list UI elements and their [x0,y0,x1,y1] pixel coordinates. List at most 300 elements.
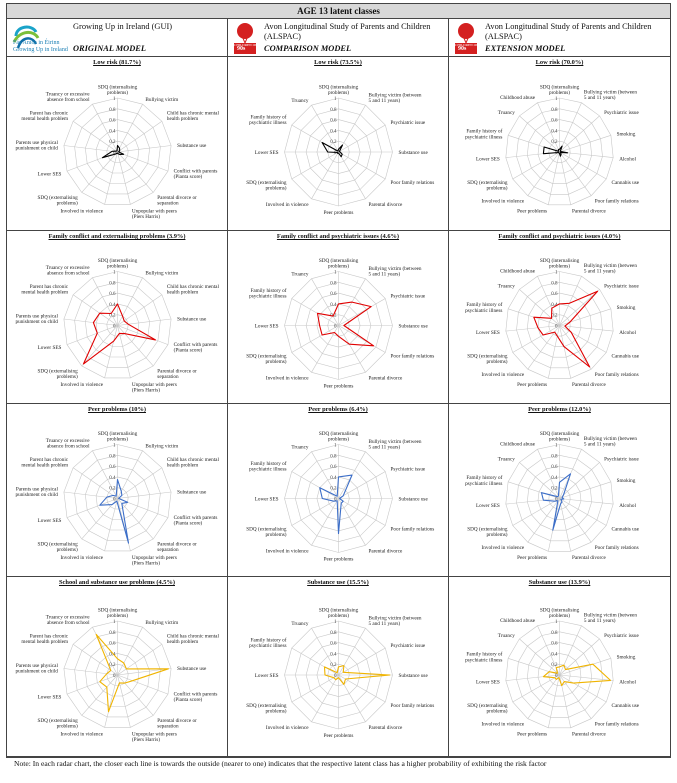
radar-axis-label: Bullying victim (between 5 and 11 years) [368,438,422,451]
radar-tick-label: 0 [334,674,337,679]
radar-axis-label: SDQ (externalising problems) [246,353,287,366]
radar-axis-label: Psychiatric issue [390,643,426,649]
radar-spoke [105,499,118,551]
radar-tick-label: 0.4 [330,129,337,135]
radar-axis-label: Parents use physical punishment on child [15,313,58,326]
radar-chart-cell [7,231,228,404]
radar-axis-label: Involved in violence [60,731,104,738]
radar-axis-label: Peer problems [323,556,354,563]
radar-axis-label: Parental divorce [368,375,403,382]
radar-axis-label: Family history of psychiatric illness [465,651,503,664]
radar-spoke [105,675,118,727]
radar-spoke [118,499,154,539]
radar-axis-label: Substance use [398,673,428,679]
radar-tick-label: 0.4 [551,302,558,308]
radar-axis-label: SDQ (externalising problems) [37,368,78,380]
radar-axis-label: Peer problems [323,383,354,390]
radar-tick-label: 0.6 [330,118,337,124]
radar-axis-label: Involved in violence [60,208,104,215]
radar-axis-label: SDQ (externalising problems) [246,180,287,192]
radar-tick-label: 0.8 [109,281,116,287]
radar-tick-label: 0.6 [330,465,337,471]
radar-axis-label: Substance use [177,489,207,496]
radar-axis-label: Involved in violence [265,375,309,382]
radar-axis-label: Psychiatric issue [604,632,639,639]
column-header-alspac-comparison [228,19,449,57]
radar-tick-label: 0.2 [551,663,558,669]
radar-spoke [560,462,600,498]
radar-tick-label: 0.4 [551,475,558,481]
radar-axis-label: Family history of psychiatric illness [249,114,287,126]
logo-caption: CHILDREN OF THE [455,43,486,47]
radar-axis-label: Conflict with parents (Pianta score) [173,342,218,354]
radar-axis-label: Alcohol [619,329,636,336]
radar-tick-label: 0.4 [330,302,337,308]
radar-axis-label: Truancy [291,271,309,278]
radar-axis-label: SDQ (internalising problems) [97,430,138,443]
radar-axis-label: Family history of psychiatric illness [249,287,287,300]
gui-logo-text-en: Growing Up in Ireland [13,47,68,53]
radar-axis-label: SDQ (internalising problems) [318,84,359,96]
radar-axis-label: Bullying victim [145,443,179,450]
radar-axis-label: Lower SES [254,496,279,503]
radar-axis-label: SDQ (externalising problems) [467,526,508,539]
radar-tick-label: 0.8 [109,454,116,460]
radar-spoke [67,326,118,345]
radar-spoke [560,103,582,152]
radar-spoke [560,658,611,675]
radar-axis-label: Truancy [497,109,515,116]
column-header-gui [7,19,228,57]
radar-axis-label: Parents use physical punishment on child [15,140,58,152]
radar-tick-label: 0.2 [330,663,337,669]
radar-spoke [67,499,118,518]
radar-tick-label: 1 [555,270,558,276]
radar-axis-label: Childhood abuse [500,95,536,102]
radar-tick-label: 1 [113,270,116,276]
radar-axis-label: Peer problems [517,382,547,389]
radar-axis-label: Lower SES [37,171,62,178]
radar-tick-label: 0.6 [551,641,558,647]
radar-axis-label: Parent has chronic mental health problem [21,110,69,122]
radar-axis-label: Bullying victim [145,619,179,626]
radar-chart-cell [7,57,228,231]
radar-chart-cell [228,577,449,757]
radar-tick-label: 1 [334,443,337,449]
radar-chart-svg [449,57,670,231]
radar-axis-label: Parents use physical punishment on child [15,663,58,675]
radar-spoke [67,675,118,694]
radar-axis-label: Conflict with parents (Pianta score) [173,168,218,181]
radar-spoke [118,675,154,715]
radar-tick-label: 0 [334,497,337,503]
radar-axis-label: Bullying victim (between 5 and 11 years) [368,92,422,104]
radar-chart-title: Family conflict and psychiatric issues (4.0%) [498,233,621,240]
radar-axis-label: Parental divorce [572,555,606,562]
radar-tick-label: 0.6 [109,465,116,471]
radar-axis-label: Poor family relations [390,526,435,533]
radar-spoke [82,675,118,715]
radar-chart-title: Peer problems (10%) [88,406,146,413]
radar-axis-label: SDQ (externalising problems) [37,541,78,553]
radar-axis-label: Truancy [291,621,309,627]
radar-axis-label: Unpopular with peers (Piers Harris) [131,731,177,743]
radar-axis-label: Psychiatric issue [390,293,426,300]
radar-tick-label: 0 [334,151,337,156]
radar-axis-label: Childhood abuse [500,441,536,448]
radar-tick-label: 0.4 [330,652,337,658]
radar-axis-label: Family history of psychiatric illness [465,128,503,141]
radar-axis-label: Bullying victim (between 5 and 11 years) [583,263,637,275]
radar-tick-label: 1 [334,270,337,276]
radar-spoke [118,104,143,152]
radar-spoke [105,152,118,204]
radar-spoke [118,152,131,204]
radar-axis-label: Lower SES [254,323,279,330]
radar-spoke [118,152,169,171]
radar-tick-label: 0.8 [551,454,558,460]
radar-axis-label: SDQ (externalising problems) [246,703,287,715]
radar-tick-label: 0.8 [551,281,558,287]
radar-spoke [118,152,154,192]
radar-axis-label: Truancy [497,283,515,290]
radar-spoke [82,326,118,366]
radar-axis-label: Psychiatric issue [390,120,426,126]
radar-tick-label: 0.2 [109,663,116,669]
radar-chart-title: Peer problems (6.4%) [308,406,368,413]
radar-axis-label: Bullying victim (between 5 and 11 years) [583,612,637,625]
radar-axis-label: Lower SES [476,156,500,163]
radar-tick-label: 1 [113,97,116,102]
radar-axis-label: Bullying victim [145,96,179,103]
logo-90s: 90s [237,46,246,52]
radar-chart-cell [228,231,449,404]
radar-tick-label: 0.4 [109,475,116,481]
radar-spoke [560,309,611,326]
radar-chart-svg [449,577,670,757]
radar-chart-svg [7,231,228,404]
radar-axis-label: SDQ (internalising problems) [539,430,580,443]
radar-axis-label: Parental divorce [572,382,606,389]
radar-chart-cell [228,57,449,231]
radar-axis-label: Family history of psychiatric illness [249,460,287,473]
radar-axis-label: Conflict with parents (Pianta score) [173,515,218,527]
radar-tick-label: 0 [555,324,558,330]
radar-tick-label: 0 [113,151,116,156]
radar-tick-label: 0.6 [551,292,558,298]
radar-tick-label: 0.2 [330,486,337,492]
radar-tick-label: 0.2 [551,313,558,319]
radar-tick-label: 0.8 [330,630,337,636]
radar-chart-svg [7,57,228,231]
radar-tick-label: 0 [555,674,558,679]
radar-chart-svg [7,404,228,577]
radar-chart-title: Peer problems (12.0%) [528,406,591,413]
radar-axis-label: Parental divorce [368,725,403,731]
radar-chart-title: Substance use (15.5%) [307,579,369,586]
radar-axis-label: Child has chronic mental health problem [166,110,219,122]
radar-axis-label: Smoking [616,654,636,661]
radar-axis-label: Smoking [616,131,636,138]
radar-axis-label: Peer problems [323,733,354,739]
radar-axis-label: Truancy or excessive absence from school [45,264,90,277]
radar-axis-label: Involved in violence [265,202,309,208]
latent-class-figure [6,3,671,758]
radar-axis-label: SDQ (internalising problems) [97,84,138,96]
radar-axis-label: Bullying victim (between 5 and 11 years) [583,436,637,448]
radar-axis-label: Psychiatric issue [604,456,639,463]
radar-tick-label: 0.2 [330,140,337,146]
radar-axis-label: Unpopular with peers (Piers Harris) [131,381,177,394]
radar-spoke [118,326,154,366]
radar-axis-label: Bullying victim [145,270,179,277]
radar-axis-label: Truancy [497,632,515,639]
radar-axis-label: Poor family relations [594,198,639,205]
radar-axis-label: Parental divorce [572,208,606,215]
radar-chart-cell [449,231,670,404]
radar-axis-label: Involved in violence [60,381,104,388]
radar-axis-label: SDQ (externalising problems) [37,194,78,207]
radar-axis-label: Parental divorce [572,731,606,738]
radar-tick-label: 1 [113,620,116,625]
radar-axis-label: Peer problems [517,208,547,215]
radar-axis-label: Cannabis use [611,703,640,709]
radar-tick-label: 0 [555,497,558,503]
radar-axis-label: SDQ (internalising problems) [318,430,359,443]
radar-tick-label: 0.6 [330,292,337,298]
radar-tick-label: 0.6 [109,118,116,124]
radar-axis-label: Parental divorce or separation [157,368,197,380]
radar-tick-label: 0.6 [109,292,116,298]
radar-axis-label: Alcohol [619,502,636,509]
radar-axis-label: Child has chronic mental health problem [166,456,219,469]
radar-axis-label: Parent has chronic mental health problem [21,633,69,645]
radar-chart-cell [7,577,228,757]
radar-axis-label: Parental divorce or separation [157,194,197,207]
radar-tick-label: 0.8 [109,107,116,113]
radar-spoke [82,152,118,192]
radar-axis-label: Truancy or excessive absence from school [45,437,90,450]
radar-chart-title: School and substance use problems (4.5%) [59,579,175,586]
radar-tick-label: 0.2 [551,486,558,492]
radar-tick-label: 0.4 [109,302,116,308]
radar-axis-label: SDQ (externalising problems) [246,526,287,539]
radar-tick-label: 1 [334,620,337,625]
radar-tick-label: 0.4 [551,129,558,135]
radar-axis-label: Poor family relations [390,353,435,360]
radar-axis-label: Smoking [616,305,636,311]
radar-tick-label: 0.2 [551,140,558,146]
radar-axis-label: Parental divorce [368,548,403,555]
radar-chart-cell [449,404,670,577]
radar-axis-label: Involved in violence [481,372,525,378]
radar-chart-cell [228,404,449,577]
radar-axis-label: Family history of psychiatric illness [465,302,503,314]
radar-tick-label: 0.2 [109,140,116,146]
column-header-alspac-extension [449,19,670,57]
radar-spoke [118,627,143,675]
radar-axis-label: Lower SES [254,150,279,156]
radar-axis-label: Poor family relations [594,372,639,378]
radar-axis-label: Child has chronic mental health problem [166,283,219,296]
radar-axis-label: SDQ (externalising problems) [467,180,508,192]
radar-axis-label: Involved in violence [60,554,104,561]
radar-axis-label: Cannabis use [611,353,640,360]
radar-tick-label: 1 [555,97,558,102]
radar-axis-label: Truancy [497,456,515,463]
radar-axis-label: SDQ (internalising problems) [318,257,359,270]
radar-tick-label: 0.4 [109,652,116,658]
radar-chart-svg [228,577,449,757]
radar-tick-label: 0.2 [109,486,116,492]
radar-chart-svg [449,231,670,404]
radar-axis-label: Unpopular with peers (Piers Harris) [131,208,177,220]
radar-tick-label: 0.4 [330,475,337,481]
radar-axis-label: Parent has chronic mental health problem [21,456,69,469]
radar-axis-label: Substance use [398,323,428,330]
radar-axis-label: Parent has chronic mental health problem [21,283,69,296]
radar-axis-label: Lower SES [476,502,500,509]
radar-axis-label: SDQ (externalising problems) [37,717,78,730]
radar-series-line [84,304,156,364]
radar-axis-label: Poor family relations [594,545,639,551]
radar-chart-title: Low risk (81.7%) [93,59,141,66]
radar-axis-label: Child has chronic mental health problem [166,633,219,645]
radar-axis-label: SDQ (internalising problems) [97,257,138,270]
radar-axis-label: Involved in violence [481,721,525,728]
radar-tick-label: 1 [113,443,116,449]
radar-axis-label: Lower SES [476,329,500,336]
radar-axis-label: Cannabis use [611,180,640,186]
radar-axis-label: Lower SES [37,517,62,524]
radar-tick-label: 1 [555,620,558,625]
radar-chart-title: Substance use (13.9%) [528,579,591,586]
radar-tick-label: 0.6 [551,118,558,124]
radar-chart-cell [449,577,670,757]
radar-axis-label: SDQ (externalising problems) [467,703,508,715]
radar-chart-title: Family conflict and psychiatric issues (4.6%) [276,233,400,240]
figure-title: AGE 13 latent classes [7,4,670,19]
radar-tick-label: 0 [113,497,116,503]
radar-chart-svg [228,57,449,231]
radar-axis-label: Involved in violence [481,545,525,551]
radar-axis-label: Family history of psychiatric illness [249,637,287,649]
column-title: Growing Up in Ireland (GUI) [73,22,173,31]
radar-spoke [560,289,600,325]
radar-tick-label: 0.4 [551,652,558,658]
model-label: EXTENSION MODEL [485,44,566,53]
radar-spoke [67,152,118,171]
radar-axis-label: Conflict with parents (Pianta score) [173,691,218,704]
radar-tick-label: 0.8 [330,107,337,113]
radar-tick-label: 0.6 [551,465,558,471]
radar-chart-title: Family conflict and externalising problems (3.9%) [48,233,186,240]
radar-axis-label: Peer problems [517,555,547,562]
radar-tick-label: 0.6 [109,641,116,647]
radar-axis-label: Bullying victim (between 5 and 11 years) [368,265,422,278]
gui-logo-text: Fás Aníos in Éirinn [13,40,60,46]
radar-axis-label: Alcohol [619,679,636,686]
radar-axis-label: Poor family relations [390,703,435,709]
radar-axis-label: Involved in violence [265,548,309,555]
radar-axis-label: Truancy [291,98,309,104]
logo-90s: 90s [458,46,467,52]
radar-axis-label: Lower SES [254,673,279,679]
radar-axis-label: Poor family relations [594,721,639,728]
radar-tick-label: 1 [334,97,337,102]
radar-axis-label: Psychiatric issue [604,109,639,116]
radar-tick-label: 0.4 [109,129,116,135]
radar-tick-label: 0 [555,151,558,156]
radar-axis-label: Peer problems [323,210,354,216]
radar-axis-label: Alcohol [619,156,636,163]
radar-axis-label: SDQ (internalising problems) [539,607,580,619]
radar-axis-label: Parental divorce [368,202,403,208]
radar-axis-label: Truancy [291,444,309,451]
column-title: Avon Longitudinal Study of Parents and Children (ALSPAC) [485,22,652,41]
radar-spoke [560,135,611,152]
radar-tick-label: 0 [113,324,116,330]
radar-axis-label: Substance use [398,496,428,503]
radar-axis-label: Substance use [398,150,428,156]
radar-spoke [560,276,582,325]
radar-axis-label: Childhood abuse [500,268,536,275]
radar-tick-label: 0.8 [330,454,337,460]
radar-axis-label: Substance use [177,316,207,323]
radar-tick-label: 0.2 [330,313,337,319]
radar-axis-label: SDQ (internalising problems) [539,257,580,270]
model-label: COMPARISON MODEL [264,44,352,53]
radar-axis-label: Psychiatric issue [604,283,639,290]
radar-chart-title: Low risk (73.5%) [314,59,362,66]
radar-axis-label: Lower SES [37,694,62,701]
model-label: ORIGINAL MODEL [73,44,146,53]
radar-axis-label: Lower SES [37,344,62,351]
radar-axis-label: SDQ (internalising problems) [539,84,580,96]
radar-axis-label: SDQ (externalising problems) [467,353,508,366]
radar-axis-label: Substance use [177,142,207,149]
radar-axis-label: Family history of psychiatric illness [465,475,503,487]
radar-chart-cell [449,57,670,231]
radar-axis-label: Truancy or excessive absence from school [45,614,90,626]
radar-chart-svg [7,577,228,757]
radar-tick-label: 0 [334,324,337,330]
radar-tick-label: 0.8 [551,630,558,636]
radar-axis-label: Cannabis use [611,526,640,533]
radar-axis-label: SDQ (internalising problems) [318,607,359,619]
radar-axis-label: Poor family relations [390,180,435,186]
radar-axis-label: Parental divorce or separation [157,717,197,730]
radar-axis-label: Bullying victim (between 5 and 11 years) [583,89,637,102]
radar-tick-label: 0.8 [551,107,558,113]
radar-axis-label: Parents use physical punishment on child [15,486,58,499]
logo-caption: CHILDREN OF THE [234,43,265,47]
radar-chart-svg [449,404,670,577]
radar-axis-label: Unpopular with peers (Piers Harris) [131,554,177,567]
radar-axis-label: Bullying victim (between 5 and 11 years) [368,615,422,627]
radar-spoke [118,326,169,345]
figure-note: Note: In each radar chart, the closer each line is towards the outside (nearer to one) indicates that the respective latent class has a higher probability of exhibiting the risk factor [14,759,547,768]
radar-axis-label: Truancy or excessive absence from school [45,91,90,103]
radar-chart-title: Low risk (70.0%) [535,59,584,66]
radar-axis-label: Childhood abuse [500,618,536,625]
radar-axis-label: Peer problems [517,731,547,738]
radar-tick-label: 0.8 [109,630,116,636]
radar-axis-label: Smoking [616,478,636,484]
radar-axis-label: Involved in violence [481,198,525,205]
radar-axis-label: Substance use [177,665,207,672]
radar-spoke [560,116,600,152]
